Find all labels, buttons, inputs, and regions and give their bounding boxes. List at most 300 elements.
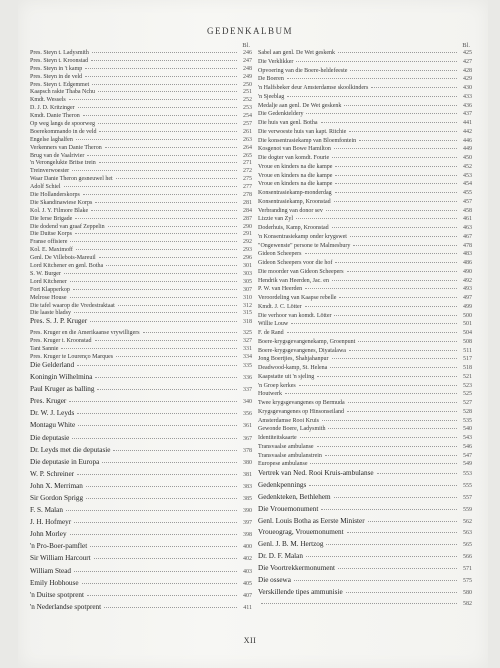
dot-leader	[75, 233, 237, 234]
entry-title: Die Gedenkteldery	[258, 111, 304, 118]
index-entry	[30, 58, 252, 66]
entry-page-number: 261	[243, 128, 252, 135]
entry-title: Die moorder van Gideon Scheepers	[258, 268, 344, 275]
entry-title: Franse offisiere	[30, 239, 68, 246]
entry-title: Op weg langs de spoorweg	[30, 121, 95, 128]
entry-title: Pres. Kruger te Lourenço Marques	[30, 354, 114, 361]
left-column	[30, 42, 252, 616]
dot-leader	[344, 105, 457, 106]
entry-title: Veroordeling van Kaapse rebelle	[258, 295, 337, 301]
index-entry	[258, 482, 472, 494]
entry-title: Die Duitse Korps	[30, 231, 72, 238]
dot-leader	[321, 122, 458, 123]
dot-leader	[61, 348, 237, 349]
entry-title: Die dogter van komdt. Fourie	[258, 155, 330, 161]
index-entry	[30, 82, 252, 90]
entry-title: Gideon Scheepers voor die hof	[258, 260, 333, 266]
entry-page-number: 528	[463, 408, 472, 415]
dot-leader	[347, 411, 457, 412]
entry-page-number: 336	[243, 375, 252, 382]
entry-title: Amsterdamse Rooi Kruis	[258, 417, 319, 424]
entry-title: Die Skandinawiese Korps	[30, 199, 93, 206]
dot-leader	[334, 315, 457, 316]
dot-leader	[326, 544, 457, 545]
index-entry	[30, 271, 252, 279]
entry-title: De Boeren	[258, 76, 284, 83]
entry-page-number: 433	[463, 93, 472, 100]
entry-title: Paul Kruger as balling	[30, 385, 95, 394]
dot-leader	[339, 297, 457, 298]
dot-leader	[332, 358, 458, 359]
entry-title: Boerekommando in de veld	[30, 128, 97, 135]
left-entry-list	[30, 50, 252, 616]
index-entry	[30, 255, 252, 263]
index-entry	[30, 279, 252, 287]
index-entry	[258, 435, 472, 444]
left-column-page-label: Bl.	[242, 42, 250, 49]
entry-page-number: 291	[243, 231, 252, 238]
index-entry	[30, 208, 252, 216]
entry-title: Gedenkpennings	[258, 480, 307, 489]
entry-page-number: 478	[463, 242, 472, 249]
index-entry	[258, 216, 472, 225]
entry-title: 'n Verongelukte Britse trein	[30, 160, 96, 167]
dot-leader	[66, 510, 237, 511]
entry-page-number: 249	[243, 73, 252, 80]
dot-leader	[305, 288, 457, 289]
dot-leader	[83, 115, 237, 116]
entry-title: Dr. D. F. Malan	[258, 552, 303, 561]
entry-page-number: 490	[463, 268, 472, 275]
index-entry	[258, 243, 472, 252]
entry-page-number: 517	[463, 356, 472, 363]
dot-leader	[350, 236, 457, 237]
index-entry	[258, 304, 472, 313]
entry-title: John X. Merriman	[30, 481, 83, 490]
entry-page-number: 483	[463, 251, 472, 258]
entry-title: Kol. E. Maximoff	[30, 247, 73, 254]
entry-title: Lizzie van Zyl	[258, 216, 293, 223]
entry-page-number: 525	[463, 391, 472, 398]
dot-leader	[70, 297, 238, 298]
entry-page-number: 277	[243, 184, 252, 191]
entry-page-number: 281	[243, 199, 252, 206]
page-number: XII	[243, 636, 257, 645]
dot-leader	[113, 450, 237, 451]
entry-page-number: 253	[243, 105, 252, 112]
dot-leader	[69, 401, 237, 402]
entry-title: Pres. S. J. P. Kruger	[30, 317, 88, 326]
entry-page-number: 575	[463, 578, 472, 585]
entry-title: 'n Pro-Boer-pamflet	[30, 542, 88, 551]
dot-leader	[348, 402, 457, 403]
entry-page-number: 562	[463, 518, 472, 525]
dot-leader	[335, 183, 457, 184]
entry-page-number: 499	[463, 303, 472, 310]
dot-leader	[328, 428, 457, 429]
entry-title: Gideon Scheepers	[258, 251, 302, 258]
index-entry	[258, 76, 472, 85]
entry-title: Pres. Kruger t. Kroonstad	[30, 338, 92, 345]
entry-page-number: 457	[463, 198, 472, 205]
entry-page-number: 278	[243, 192, 252, 199]
dot-leader	[306, 113, 457, 114]
dot-leader	[300, 437, 457, 438]
index-entry	[30, 176, 252, 184]
dot-leader	[321, 509, 457, 510]
dot-leader	[92, 84, 237, 85]
entry-page-number: 458	[463, 207, 472, 214]
index-entry	[30, 145, 252, 153]
index-entry	[258, 164, 472, 173]
entry-page-number: 254	[243, 113, 252, 120]
entry-title: Medalje aan genl. De Wet geskenk	[258, 102, 342, 109]
entry-title: Opvoering van die Boere-heldefeeste	[258, 67, 348, 74]
right-column	[258, 42, 472, 613]
entry-title: Genl. De Villebois-Mareuil	[30, 255, 96, 262]
entry-title: Jong Boertjies, Shahjahanpur	[258, 356, 329, 363]
entry-page-number: 264	[243, 144, 252, 151]
entry-page-number: 442	[463, 128, 472, 135]
entry-page-number: 383	[243, 483, 252, 490]
entry-page-number: 325	[243, 330, 252, 337]
entry-title: Pres. Steyn t. Edgemmet	[30, 81, 90, 88]
entry-page-number: 248	[243, 65, 252, 72]
dot-leader	[94, 558, 237, 559]
entry-title: Verskillende tipes ammunisie	[258, 587, 343, 596]
index-entry	[258, 383, 472, 392]
entry-page-number: 540	[463, 426, 472, 433]
entry-page-number: 403	[243, 568, 252, 575]
entry-page-number: 535	[463, 417, 472, 424]
dot-leader	[358, 341, 457, 342]
index-entry	[30, 459, 252, 471]
dot-leader	[98, 123, 237, 124]
dot-leader	[87, 595, 237, 596]
entry-title: 'n Groep kerkes	[258, 382, 296, 389]
index-entry	[258, 400, 472, 409]
entry-page-number: 390	[243, 508, 252, 515]
right-column-page-label: Bl.	[462, 42, 470, 49]
index-entry	[258, 589, 472, 601]
dot-leader	[75, 218, 237, 219]
entry-page-number: 455	[463, 190, 472, 196]
dot-leader	[287, 96, 457, 97]
entry-title: Sabel aan genl. De Wet geskenk	[258, 50, 336, 56]
dot-leader	[285, 393, 457, 394]
entry-title: W. P. Schreiner	[30, 469, 75, 478]
entry-title: Pres. Kruger en die Amerikaanse vrywilligers	[30, 330, 140, 337]
dot-leader	[305, 306, 457, 307]
dot-leader	[91, 210, 237, 211]
entry-title: D. J. D. Kritzinger	[30, 105, 75, 112]
dot-leader	[306, 556, 457, 557]
dot-leader	[353, 245, 457, 246]
entry-title: Emily Hobhouse	[30, 578, 79, 587]
entry-title: 'n Konsentrasiekamp onder krygswet	[258, 233, 347, 240]
entry-page-number: 436	[463, 102, 472, 109]
index-entry	[258, 339, 472, 348]
entry-page-number: 566	[463, 554, 472, 561]
entry-page-number: 492	[463, 277, 472, 284]
index-entry	[258, 94, 472, 103]
entry-page-number: 425	[463, 50, 472, 56]
entry-title: Dr. W. J. Leyds	[30, 409, 75, 418]
entry-title: Pres. Steyn in 't kamp	[30, 65, 83, 72]
index-entry	[30, 168, 252, 176]
entry-page-number: 446	[463, 137, 472, 144]
dot-leader	[99, 257, 237, 258]
index-entry	[30, 224, 252, 232]
dot-leader	[287, 78, 457, 79]
index-entry	[258, 286, 472, 295]
dot-leader	[310, 463, 457, 464]
entry-page-number: 307	[243, 286, 252, 293]
dot-leader	[371, 87, 457, 88]
dot-leader	[346, 592, 457, 593]
dot-leader	[335, 166, 457, 167]
entry-page-number: 331	[243, 346, 252, 353]
dot-leader	[95, 340, 238, 341]
entry-page-number: 327	[243, 338, 252, 345]
entry-title: Engelse laghalfen	[30, 136, 73, 143]
dot-leader	[99, 131, 237, 132]
entry-page-number: 486	[463, 260, 472, 266]
entry-title: Die dodend van graaf Zeppelin	[30, 223, 105, 230]
entry-title: Fort Klapperkop	[30, 286, 70, 293]
entry-title: Kaapstatte uit 'n sjeling	[258, 373, 315, 380]
entry-title: Brug van de Vaalrivier	[30, 152, 85, 159]
entry-title: Genl. J. B. M. Hertzog	[258, 540, 324, 549]
entry-title: Pres. Steyn in de veld	[30, 73, 83, 80]
dot-leader	[102, 462, 237, 463]
entry-title: F. S. Malan	[30, 506, 63, 515]
index-entry	[30, 121, 252, 129]
index-entry	[258, 444, 472, 453]
index-entry	[258, 260, 472, 269]
entry-page-number: 493	[463, 286, 472, 293]
dot-leader	[74, 571, 237, 572]
dot-leader	[87, 155, 237, 156]
index-entry	[258, 321, 472, 330]
entry-page-number: 543	[463, 435, 472, 441]
entry-page-number: 500	[463, 312, 472, 319]
entry-page-number: 547	[463, 452, 472, 459]
dot-leader	[76, 249, 237, 250]
entry-page-number: 571	[463, 566, 472, 573]
index-entry	[30, 580, 252, 592]
entry-title: Die tafel waarop die Vredestraktaat	[30, 302, 115, 309]
entry-title: Genl. Louis Botha as Eerste Minister	[258, 516, 365, 525]
entry-title: Tant Sannie	[30, 346, 59, 353]
dot-leader	[296, 218, 457, 219]
entry-page-number: 265	[243, 152, 252, 159]
entry-title: Die deputasie	[30, 433, 70, 442]
entry-title: Die konsentrasiekamp van Bloemfontein	[258, 137, 357, 144]
dot-leader	[287, 332, 457, 333]
dot-leader	[261, 603, 457, 604]
entry-title: Identiteitskaarte	[258, 435, 297, 441]
dot-leader	[317, 446, 457, 447]
entry-title: Pres. Steyn t. Ladysmith	[30, 50, 89, 56]
index-entry	[258, 103, 472, 112]
right-entry-list	[258, 50, 472, 613]
index-entry	[30, 216, 252, 224]
index-entry	[30, 66, 252, 74]
entry-page-number: 312	[243, 302, 252, 309]
entry-title: Willie Louw	[258, 321, 289, 328]
entry-page-number: 521	[463, 373, 472, 380]
entry-page-number: 501	[463, 321, 472, 328]
dot-leader	[69, 99, 237, 100]
entry-title: Die Ierse Brigade	[30, 215, 73, 222]
entry-title: Konsentrasiekamp, Kroonstad	[258, 198, 331, 205]
index-entry	[258, 453, 472, 462]
index-entry	[30, 105, 252, 113]
index-entry	[30, 192, 252, 200]
entry-title: Adolf Schiel	[30, 184, 61, 191]
dot-leader	[322, 420, 457, 421]
dot-leader	[74, 522, 237, 523]
entry-page-number: 310	[243, 294, 252, 301]
dot-leader	[326, 210, 457, 211]
dot-leader	[309, 485, 457, 486]
entry-title: 'n Duitse spotprent	[30, 590, 84, 599]
index-entry	[258, 506, 472, 518]
entry-page-number: 582	[463, 600, 472, 607]
dot-leader	[76, 139, 237, 140]
index-entry	[258, 208, 472, 217]
entry-page-number: 318	[243, 319, 252, 326]
entry-page-number: 518	[463, 365, 472, 371]
entry-title: F. de Rand	[258, 330, 284, 336]
index-entry	[258, 426, 472, 435]
entry-page-number: 378	[243, 447, 252, 454]
entry-title: Transvaalse ambulanse	[258, 443, 314, 450]
index-entry	[258, 418, 472, 427]
dot-leader	[85, 68, 237, 69]
index-entry	[258, 181, 472, 190]
entry-title: Montagu White	[30, 421, 76, 430]
dot-leader	[294, 580, 457, 581]
dot-leader	[92, 52, 237, 53]
entry-page-number: 402	[243, 556, 252, 563]
index-entry	[258, 356, 472, 365]
entry-page-number: 497	[463, 295, 472, 301]
entry-page-number: 385	[243, 495, 252, 502]
dot-leader	[77, 413, 237, 414]
index-entry	[258, 348, 472, 357]
index-entry	[258, 50, 472, 59]
index-entry	[30, 435, 252, 447]
dot-leader	[116, 178, 237, 179]
index-entry	[30, 447, 252, 459]
entry-title: Die Gelderland	[30, 360, 75, 369]
entry-title: Europese ambulanse	[258, 461, 308, 468]
index-entry	[258, 68, 472, 77]
index-entry	[30, 604, 252, 616]
index-entry	[30, 263, 252, 271]
dot-leader	[78, 425, 237, 426]
entry-page-number: 437	[463, 111, 472, 118]
entry-page-number: 380	[243, 459, 252, 466]
dot-leader	[347, 532, 457, 533]
dot-leader	[72, 438, 237, 439]
entry-title: Houtwerk	[258, 391, 282, 398]
entry-title: Vertrek van Ned. Rooi Kruis-ambulanse	[258, 469, 374, 477]
dot-leader	[350, 70, 457, 71]
index-entry	[30, 184, 252, 192]
entry-page-number: 461	[463, 216, 472, 223]
entry-page-number: 428	[463, 67, 472, 74]
dot-leader	[90, 546, 237, 547]
dot-leader	[82, 583, 237, 584]
entry-page-number: 246	[243, 50, 252, 56]
index-entry	[258, 365, 472, 374]
entry-page-number: 271	[243, 160, 252, 167]
entry-title: Konsentrasiekamp-monderdag	[258, 190, 332, 196]
index-entry	[30, 129, 252, 137]
entry-title: 'n Nederlandse spotprent	[30, 602, 102, 611]
dot-leader	[118, 305, 237, 306]
index-entry	[30, 568, 252, 580]
index-entry	[258, 278, 472, 287]
index-entry	[258, 269, 472, 278]
dot-leader	[73, 289, 237, 290]
dot-leader	[91, 60, 237, 61]
entry-title: Die verwoeste huis van kapt. Ritchie	[258, 128, 347, 135]
index-entry	[258, 120, 472, 129]
index-entry	[258, 409, 472, 418]
index-entry	[30, 89, 252, 97]
entry-page-number: 272	[243, 168, 252, 175]
entry-title: Kaapsch rakte Thaba Nchu	[30, 89, 96, 96]
dot-leader	[99, 162, 237, 163]
dot-leader	[332, 227, 457, 228]
entry-page-number: 287	[243, 215, 252, 222]
entry-title: S. W. Burger	[30, 270, 61, 277]
entry-title: Gedenkteken, Bethlehem	[258, 492, 331, 501]
dot-leader	[338, 52, 457, 53]
entry-title: Kosgenot van Bowe Hamilton	[258, 146, 331, 153]
dot-leader	[98, 91, 237, 92]
index-entry	[258, 190, 472, 199]
dot-leader	[105, 147, 237, 148]
entry-page-number: 292	[243, 239, 252, 246]
entry-page-number: 450	[463, 155, 472, 161]
dot-leader	[349, 350, 457, 351]
entry-page-number: 290	[243, 223, 252, 230]
index-entry	[258, 234, 472, 243]
entry-title: Vroue en kinders na die kampe	[258, 181, 333, 188]
index-entry	[30, 338, 252, 346]
index-entry	[30, 160, 252, 168]
dot-leader	[85, 76, 237, 77]
entry-page-number: 511	[463, 347, 472, 354]
entry-page-number: 252	[243, 97, 252, 104]
index-entry	[258, 494, 472, 506]
index-entry	[258, 111, 472, 120]
dot-leader	[335, 175, 457, 176]
entry-title: Kmdt. Danie Theron	[30, 113, 80, 120]
entry-page-number: 441	[463, 120, 472, 126]
entry-page-number: 397	[243, 520, 252, 527]
index-entry	[258, 155, 472, 164]
entry-title: Dr. Leyds met die deputasie	[30, 445, 111, 454]
dot-leader	[72, 170, 237, 171]
entry-page-number: 563	[463, 530, 472, 537]
entry-page-number: 527	[463, 400, 472, 406]
